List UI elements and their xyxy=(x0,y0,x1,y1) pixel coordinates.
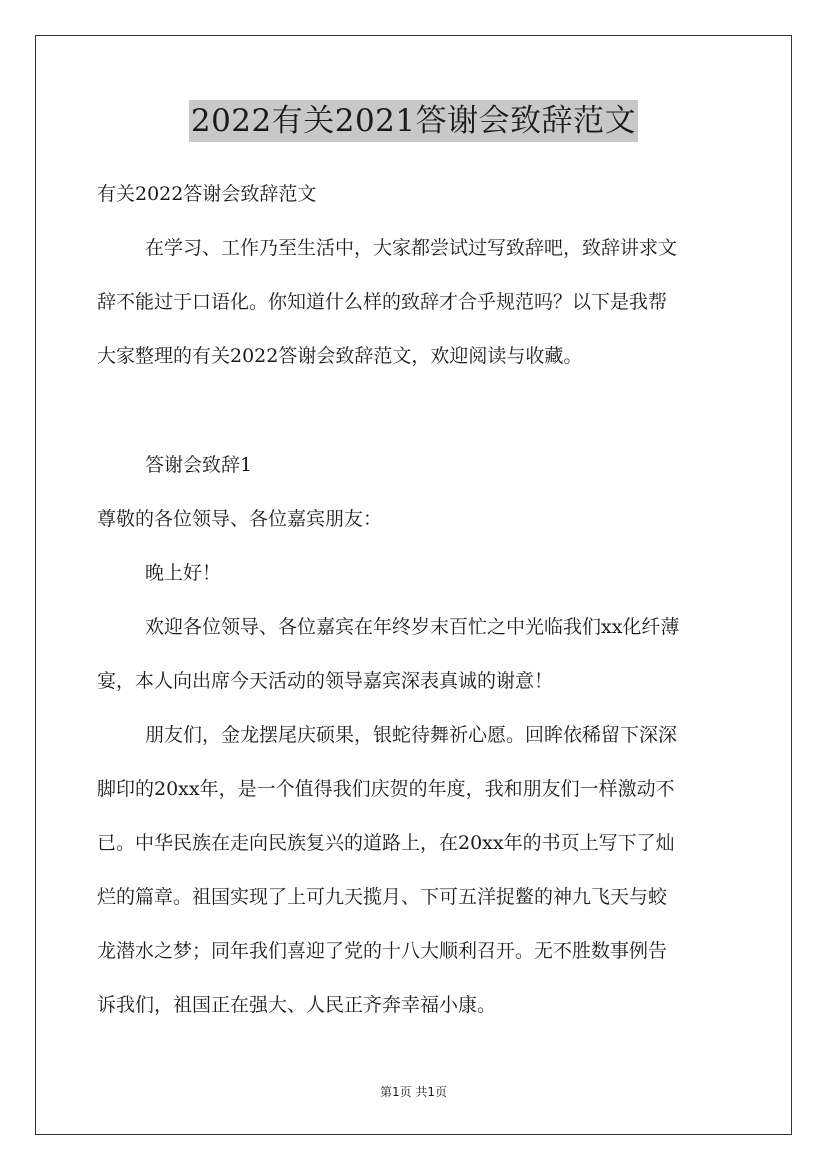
title-container xyxy=(0,100,827,142)
paragraph2-line-3: 已。中华民族在走向民族复兴的道路上，在20xx年的书页上写下了灿 xyxy=(97,832,675,854)
intro-line-1: 在学习、工作乃至生活中，大家都尝试过写致辞吧，致辞讲求文 xyxy=(145,237,678,259)
paragraph2-line-6: 诉我们，祖国正在强大、人民正齐奔幸福小康。 xyxy=(97,994,497,1016)
paragraph2-line-1: 朋友们，金龙摆尾庆硕果，银蛇待舞祈心愿。回眸依稀留下深深 xyxy=(145,724,678,746)
page-footer: 第1页 共1页 xyxy=(379,1085,448,1099)
section-heading: 答谢会致辞1 xyxy=(145,454,253,476)
intro-line-2: 辞不能过于口语化。你知道什么样的致辞才合乎规范吗？以下是我帮 xyxy=(97,291,668,313)
paragraph1-line-1: 欢迎各位领导、各位嘉宾在年终岁末百忙之中光临我们xx化纤薄 xyxy=(145,616,680,638)
paragraph2-line-4: 烂的篇章。祖国实现了上可九天揽月、下可五洋捉鳖的神九飞天与蛟 xyxy=(97,886,668,908)
greeting: 晚上好！ xyxy=(145,562,222,584)
intro-line-3: 大家整理的有关2022答谢会致辞范文，欢迎阅读与收藏。 xyxy=(97,345,583,367)
paragraph1-line-2: 宴，本人向出席今天活动的领导嘉宾深表真诚的谢意！ xyxy=(97,670,554,692)
salutation: 尊敬的各位领导、各位嘉宾朋友： xyxy=(97,508,383,530)
subtitle: 有关2022答谢会致辞范文 xyxy=(97,183,317,205)
paragraph2-line-2: 脚印的20xx年，是一个值得我们庆贺的年度，我和朋友们一样激动不 xyxy=(97,778,675,800)
document-title: 2022有关2021答谢会致辞范文 xyxy=(189,100,638,142)
paragraph2-line-5: 龙潜水之梦；同年我们喜迎了党的十八大顺利召开。无不胜数事例告 xyxy=(97,940,668,962)
